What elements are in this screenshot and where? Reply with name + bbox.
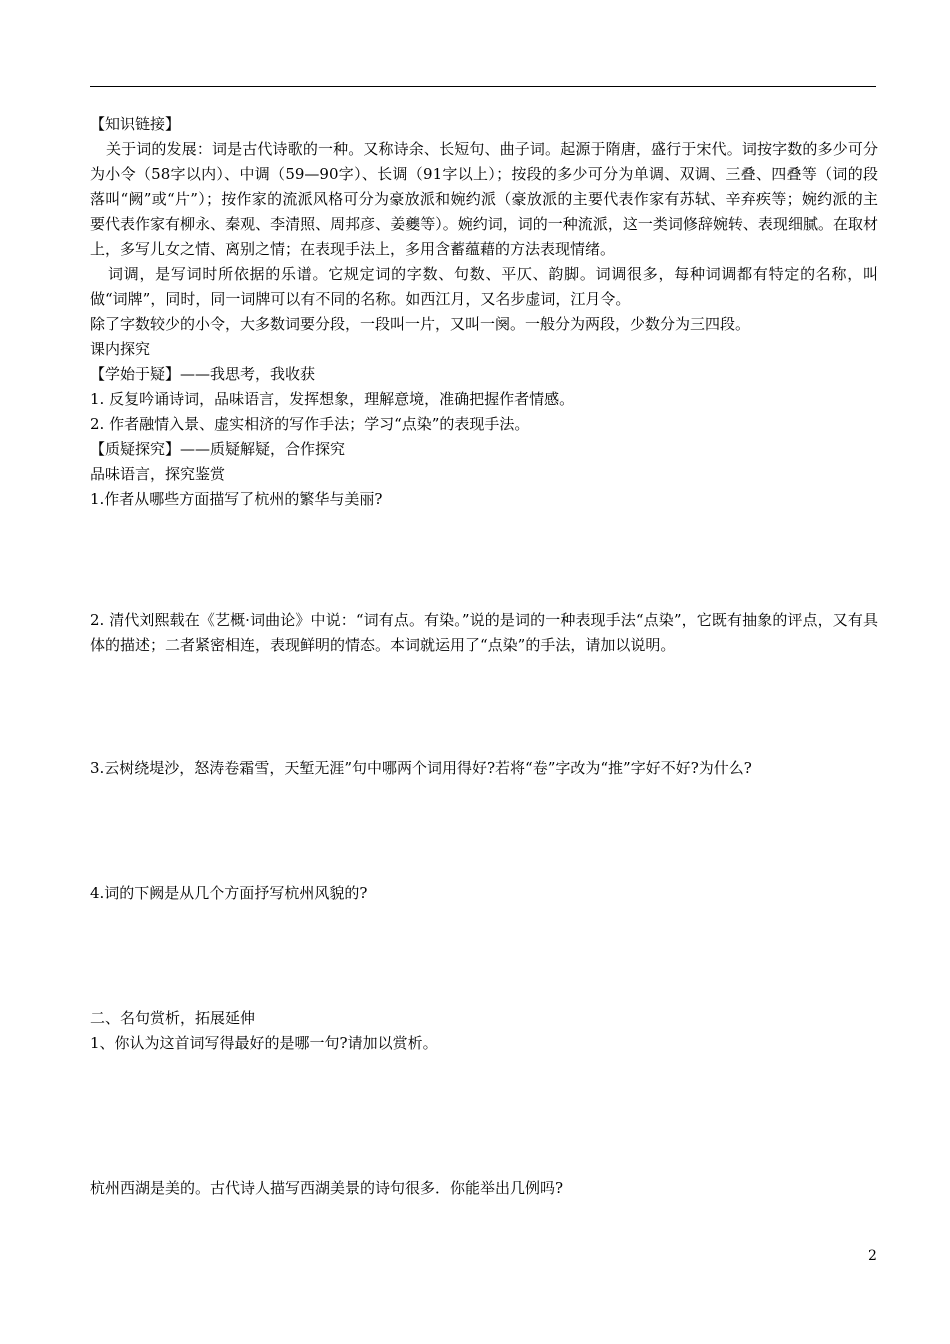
inquiry-heading: 【质疑探究】——质疑解疑，合作探究 <box>90 440 346 458</box>
page-number: 2 <box>868 1248 877 1264</box>
question-3: 3.云树绕堤沙，怒涛卷霜雪，天堑无涯”句中哪两个词用得好?若将“卷”字改为“推”字好不好?为什么? <box>90 759 752 777</box>
section-2-heading: 二、名句赏析，拓展延伸 <box>90 1009 256 1027</box>
learn-item-2: 2. 作者融情入景、虚实相济的写作手法；学习“点染”的表现手法。 <box>90 415 530 433</box>
knowledge-paragraph-history: 关于词的发展：词是古代诗歌的一种。又称诗余、长短句、曲子词。起源于隋唐，盛行于宋代。词按字数的多少可分为小令（58字以内）、中调（59—90字）、长调（91字以上）；按段的多少可分为单调、双调、三叠、四叠等（词的段落叫“阙”或“片”）；按作家的流派风格可分为豪放派和婉约派（豪放派的主要代表作家有苏轼、辛弃疾等；婉约派的主要代表作家有柳永、秦观、李清照、周邦彦、姜夔等）。婉约词，词的一种流派，这一类词修辞婉转、表现细腻。在取材上，多写儿女之情、离别之情；在表现手法上，多用含蓄蕴藉的方法表现情绪。 <box>90 140 878 258</box>
section-2-question-2: 杭州西湖是美的。古代诗人描写西湖美景的诗句很多．你能举出几例吗? <box>90 1179 564 1197</box>
knowledge-paragraph-tune: 词调，是写词时所依据的乐谱。它规定词的字数、句数、平仄、韵脚。词调很多，每种词调都有特定的名称，叫做“词牌”，同时，同一词牌可以有不同的名称。如西江月，又名步虚词，江月令。 <box>90 265 878 308</box>
knowledge-heading: 【知识链接】 <box>90 115 181 133</box>
question-2: 2. 清代刘熙载在《艺概·词曲论》中说：“词有点。有染。”说的是词的一种表现手法“点染”，它既有抽象的评点，又有具体的描述；二者紧密相连，表现鲜明的情态。本词就运用了“点染”的手法，请加以说明。 <box>90 611 878 654</box>
inquiry-subheading: 品味语言，探究鉴赏 <box>90 465 226 483</box>
learn-heading: 【学始于疑】——我思考，我收获 <box>90 365 316 383</box>
learn-item-1: 1. 反复吟诵诗词，品味语言，发挥想象，理解意境，准确把握作者情感。 <box>90 390 575 408</box>
document-body <box>90 112 878 1201</box>
knowledge-paragraph-sections: 除了字数较少的小令，大多数词要分段，一段叫一片，又叫一阕。一般分为两段，少数分为三四段。 <box>90 315 751 333</box>
header-rule <box>90 86 876 87</box>
question-4: 4.词的下阙是从几个方面抒写杭州风貌的? <box>90 884 368 902</box>
section-2-question-1: 1、你认为这首词写得最好的是哪一句?请加以赏析。 <box>90 1034 438 1052</box>
question-1: 1.作者从哪些方面描写了杭州的繁华与美丽? <box>90 490 383 508</box>
section-class-inquiry: 课内探究 <box>90 340 151 358</box>
